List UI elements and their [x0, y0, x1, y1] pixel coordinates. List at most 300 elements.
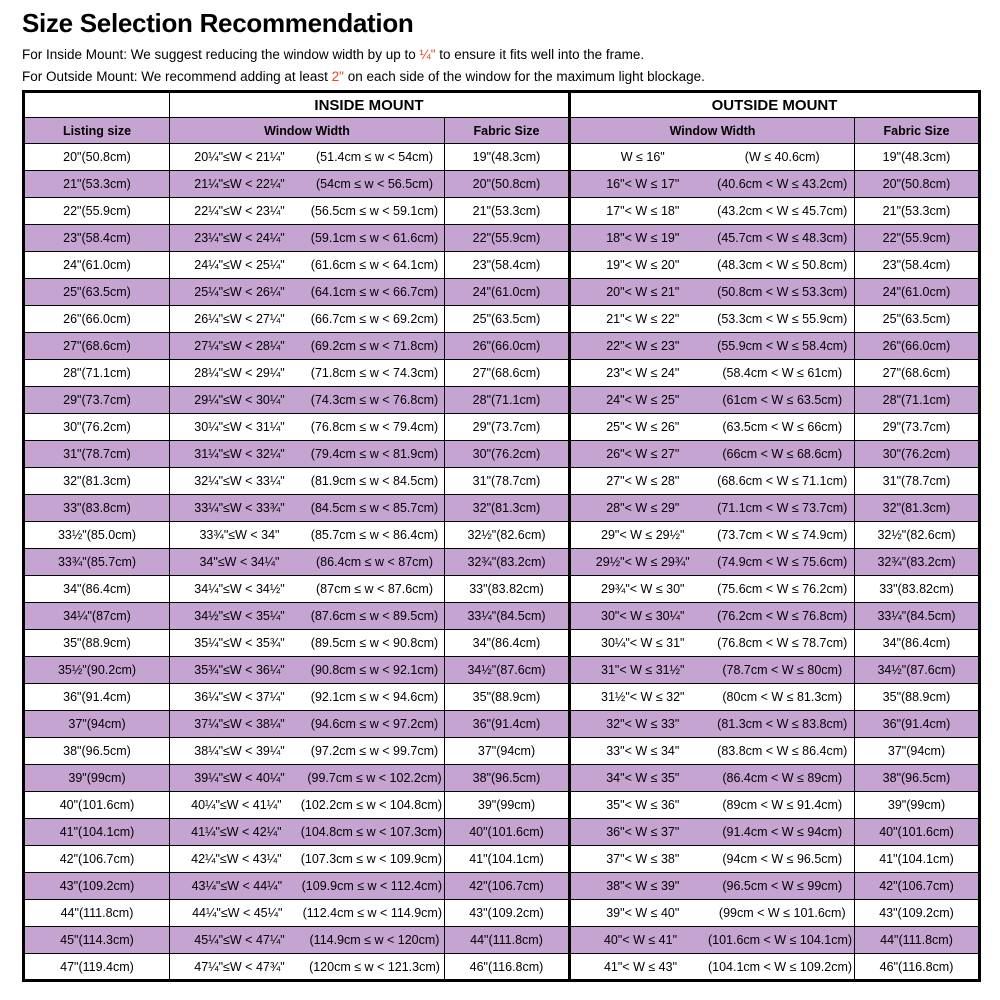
inside-fabric-size-cell: 30"(76.2cm): [445, 441, 570, 468]
size-selection-table: [22, 90, 981, 982]
inside-fabric-size-cell: 46"(116.8cm): [445, 954, 570, 981]
outside-window-width-cell: [570, 576, 855, 603]
outside-window-width-cell-wrap: [573, 906, 852, 920]
table-row: [24, 495, 980, 522]
corner-cell: [24, 92, 170, 118]
outside-window-width-cm: (40.6cm < W ≤ 43.2cm): [717, 177, 848, 191]
inside-window-width-cm: (54cm ≤ w < 56.5cm): [316, 177, 433, 191]
inside-fabric-size-cell: 32½"(82.6cm): [445, 522, 570, 549]
inside-window-width-cm: (90.8cm ≤ w < 92.1cm): [310, 663, 439, 677]
listing-size-cell: 26"(66.0cm): [24, 306, 170, 333]
inside-window-width-cell: [170, 360, 445, 387]
listing-size-cell: 37"(94cm): [24, 711, 170, 738]
outside-window-width-cell-wrap: [573, 339, 852, 353]
outside-window-width-cell-wrap: [573, 690, 852, 704]
listing-size-cell: 45"(114.3cm): [24, 927, 170, 954]
inside-window-width-cm: (87.6cm ≤ w < 89.5cm): [310, 609, 439, 623]
outside-window-width-cell-wrap: [573, 609, 852, 623]
outside-window-width-cell-wrap: [573, 447, 852, 461]
outside-window-width-inches: 21"< W ≤ 22": [606, 312, 680, 326]
outside-window-width-cell: [570, 495, 855, 522]
listing-size-cell: 28"(71.1cm): [24, 360, 170, 387]
outside-window-width-cm: (58.4cm < W ≤ 61cm): [722, 366, 843, 380]
inside-window-width-cell: [170, 171, 445, 198]
inside-window-width-cell-wrap: [172, 177, 442, 191]
inside-fabric-size-cell: 39"(99cm): [445, 792, 570, 819]
inside-window-width-cell-wrap: [172, 825, 442, 839]
outside-window-width-cm: (89cm < W ≤ 91.4cm): [722, 798, 843, 812]
inside-window-width-cell: [170, 900, 445, 927]
outside-window-width-cell-wrap: [573, 744, 852, 758]
outside-window-width-cell: [570, 603, 855, 630]
inside-window-width-inches: 39¼"≤W < 40¼": [194, 771, 285, 785]
outside-window-width-cm: (61cm < W ≤ 63.5cm): [722, 393, 843, 407]
listing-size-cell: 40"(101.6cm): [24, 792, 170, 819]
outside-window-width-cm: (45.7cm < W ≤ 48.3cm): [717, 231, 848, 245]
outside-window-width-cm: (55.9cm < W ≤ 58.4cm): [717, 339, 848, 353]
inside-window-width-cell: [170, 333, 445, 360]
outside-fabric-size-cell: 26"(66.0cm): [855, 333, 980, 360]
inside-window-width-inches: 32¼"≤W < 33¼": [194, 474, 285, 488]
outside-window-width-cell-wrap: [573, 825, 852, 839]
inside-window-width-cell: [170, 657, 445, 684]
inside-window-width-inches: 44¼"≤W < 45¼": [192, 906, 283, 920]
inside-window-width-cell-wrap: [172, 906, 442, 920]
inside-window-width-cm: (87cm ≤ w < 87.6cm): [316, 582, 433, 596]
inside-window-width-cm: (59.1cm ≤ w < 61.6cm): [310, 231, 439, 245]
listing-size-cell: 43"(109.2cm): [24, 873, 170, 900]
outside-fabric-size-cell: 35"(88.9cm): [855, 684, 980, 711]
outside-fabric-size-cell: 21"(53.3cm): [855, 198, 980, 225]
inside-fabric-size-cell: 20"(50.8cm): [445, 171, 570, 198]
outside-window-width-cm: (43.2cm < W ≤ 45.7cm): [717, 204, 848, 218]
outside-mount-group-header: OUTSIDE MOUNT: [570, 92, 980, 118]
outside-window-width-cell: [570, 225, 855, 252]
outside-window-width-cm: (101.6cm < W ≤ 104.1cm): [707, 933, 853, 947]
table-row: [24, 927, 980, 954]
table-row: [24, 171, 980, 198]
listing-size-cell: 20"(50.8cm): [24, 144, 170, 171]
outside-window-width-cell: [570, 360, 855, 387]
inside-window-width-cell-wrap: [172, 717, 442, 731]
inside-window-width-cell-wrap: [172, 960, 442, 974]
page-title: Size Selection Recommendation: [22, 8, 414, 38]
outside-window-width-cell: [570, 738, 855, 765]
inside-window-width-cm: (66.7cm ≤ w < 69.2cm): [310, 312, 439, 326]
inside-window-width-inches: 25¼"≤W < 26¼": [194, 285, 285, 299]
outside-window-width-cell-wrap: [573, 798, 852, 812]
outside-window-width-cell-wrap: [573, 177, 852, 191]
size-table-body: [24, 144, 980, 981]
listing-size-cell: 27"(68.6cm): [24, 333, 170, 360]
outside-window-width-cm: (76.8cm < W ≤ 78.7cm): [717, 636, 848, 650]
outside-fabric-size-column-header: Fabric Size: [855, 118, 980, 144]
outside-window-width-inches: 20"< W ≤ 21": [606, 285, 680, 299]
inside-window-width-inches: 41¼"≤W < 42¼": [191, 825, 282, 839]
inside-window-width-inches: 40¼"≤W < 41¼": [191, 798, 282, 812]
outside-window-width-cell: [570, 765, 855, 792]
inside-window-width-inches: 34¼"≤W < 34½": [194, 582, 285, 596]
inside-window-width-inches: 36¼"≤W < 37¼": [194, 690, 285, 704]
outside-window-width-inches: 36"< W ≤ 37": [606, 825, 680, 839]
listing-size-cell: 33½"(85.0cm): [24, 522, 170, 549]
outside-window-width-inches: 39"< W ≤ 40": [606, 906, 680, 920]
inside-window-width-cell-wrap: [172, 690, 442, 704]
outside-window-width-cm: (50.8cm < W ≤ 53.3cm): [717, 285, 848, 299]
outside-window-width-cell: [570, 144, 855, 171]
outside-window-width-cm: (66cm < W ≤ 68.6cm): [722, 447, 843, 461]
outside-window-width-cell: [570, 171, 855, 198]
outside-fabric-size-cell: 44"(111.8cm): [855, 927, 980, 954]
outside-window-width-cell: [570, 441, 855, 468]
outside-window-width-inches: 23"< W ≤ 24": [606, 366, 680, 380]
inside-window-width-cell-wrap: [172, 366, 442, 380]
outside-window-width-inches: 37"< W ≤ 38": [606, 852, 680, 866]
inside-window-width-column-header: Window Width: [170, 118, 445, 144]
outside-window-width-cm: (71.1cm < W ≤ 73.7cm): [717, 501, 848, 515]
inside-window-width-inches: 26¼"≤W < 27¼": [194, 312, 285, 326]
inside-fabric-size-cell: 40"(101.6cm): [445, 819, 570, 846]
outside-window-width-cm: (48.3cm < W ≤ 50.8cm): [717, 258, 848, 272]
inside-window-width-inches: 28¼"≤W < 29¼": [194, 366, 285, 380]
inside-window-width-cell: [170, 279, 445, 306]
outside-window-width-cell-wrap: [573, 501, 852, 515]
outside-fabric-size-cell: 24"(61.0cm): [855, 279, 980, 306]
inside-fabric-size-cell: 26"(66.0cm): [445, 333, 570, 360]
outside-window-width-inches: 18"< W ≤ 19": [606, 231, 680, 245]
listing-size-cell: 29"(73.7cm): [24, 387, 170, 414]
note-highlight: 2": [331, 69, 344, 84]
outside-window-width-inches: 33"< W ≤ 34": [606, 744, 680, 758]
outside-window-width-cm: (91.4cm < W ≤ 94cm): [722, 825, 843, 839]
inside-window-width-cell: [170, 684, 445, 711]
outside-mount-note: [22, 68, 978, 85]
outside-window-width-cm: (63.5cm < W ≤ 66cm): [722, 420, 843, 434]
outside-window-width-cm: (83.8cm < W ≤ 86.4cm): [717, 744, 848, 758]
listing-size-cell: 23"(58.4cm): [24, 225, 170, 252]
outside-window-width-inches: 30¼"< W ≤ 31": [601, 636, 685, 650]
inside-window-width-cell: [170, 144, 445, 171]
inside-window-width-cell-wrap: [172, 582, 442, 596]
inside-window-width-cell: [170, 441, 445, 468]
note-text: For Outside Mount: We recommend adding at least: [22, 69, 332, 84]
outside-window-width-cell-wrap: [573, 420, 852, 434]
outside-window-width-inches: 41"< W ≤ 43": [603, 959, 678, 974]
inside-window-width-cell-wrap: [172, 231, 442, 245]
outside-window-width-cell: [570, 252, 855, 279]
inside-window-width-cm: (99.7cm ≤ w < 102.2cm): [307, 771, 442, 785]
inside-window-width-cell: [170, 387, 445, 414]
inside-window-width-cell-wrap: [172, 798, 442, 812]
inside-window-width-inches: 30¼"≤W < 31¼": [194, 420, 285, 434]
inside-fabric-size-cell: 32¾"(83.2cm): [445, 549, 570, 576]
outside-window-width-cell-wrap: [573, 150, 852, 164]
outside-window-width-cell: [570, 900, 855, 927]
table-row: [24, 684, 980, 711]
outside-window-width-cell: [570, 279, 855, 306]
table-row: [24, 144, 980, 171]
outside-window-width-inches: W ≤ 16": [620, 150, 665, 164]
inside-window-width-inches: 27¼"≤W < 28¼": [194, 339, 285, 353]
outside-window-width-inches: 24"< W ≤ 25": [606, 393, 680, 407]
table-row: [24, 576, 980, 603]
outside-window-width-cm: (53.3cm < W ≤ 55.9cm): [717, 312, 848, 326]
inside-window-width-cm: (120cm ≤ w < 121.3cm): [309, 959, 440, 974]
note-text: to ensure it fits well into the frame.: [435, 47, 645, 62]
outside-fabric-size-cell: 22"(55.9cm): [855, 225, 980, 252]
inside-window-width-cell: [170, 792, 445, 819]
outside-window-width-cm: (73.7cm < W ≤ 74.9cm): [717, 528, 848, 542]
outside-window-width-inches: 29"< W ≤ 29½": [601, 528, 685, 542]
inside-window-width-cm: (51.4cm ≤ w < 54cm): [316, 150, 433, 164]
inside-window-width-inches: 43¼"≤W < 44¼": [191, 879, 283, 893]
inside-window-width-cell-wrap: [172, 420, 442, 434]
inside-mount-note: [22, 46, 978, 63]
inside-fabric-size-cell: 24"(61.0cm): [445, 279, 570, 306]
inside-fabric-size-cell: 29"(73.7cm): [445, 414, 570, 441]
inside-fabric-size-cell: 21"(53.3cm): [445, 198, 570, 225]
inside-window-width-cell-wrap: [172, 312, 442, 326]
outside-window-width-cell-wrap: [573, 393, 852, 407]
outside-window-width-cell-wrap: [573, 933, 852, 947]
outside-window-width-cell: [570, 657, 855, 684]
outside-window-width-cell: [570, 792, 855, 819]
listing-size-cell: 34¼"(87cm): [24, 603, 170, 630]
outside-window-width-cell: [570, 468, 855, 495]
inside-fabric-size-cell: 35"(88.9cm): [445, 684, 570, 711]
inside-fabric-size-cell: 44"(111.8cm): [445, 927, 570, 954]
inside-window-width-cell-wrap: [172, 555, 442, 569]
outside-window-width-inches: 30"< W ≤ 30¼": [601, 609, 685, 623]
outside-fabric-size-cell: 23"(58.4cm): [855, 252, 980, 279]
outside-window-width-cell: [570, 630, 855, 657]
inside-window-width-inches: 42¼"≤W < 43¼": [191, 852, 282, 866]
inside-window-width-cell: [170, 252, 445, 279]
inside-fabric-size-cell: 34½"(87.6cm): [445, 657, 570, 684]
outside-fabric-size-cell: 42"(106.7cm): [855, 873, 980, 900]
inside-window-width-cm: (61.6cm ≤ w < 64.1cm): [310, 258, 439, 272]
inside-window-width-inches: 34"≤W < 34¼": [199, 555, 280, 569]
inside-window-width-cm: (74.3cm ≤ w < 76.8cm): [310, 393, 439, 407]
inside-window-width-cm: (71.8cm ≤ w < 74.3cm): [310, 366, 439, 380]
outside-window-width-cell-wrap: [573, 231, 852, 245]
inside-window-width-inches: 34½"≤W < 35¼": [194, 609, 285, 623]
inside-fabric-size-column-header: Fabric Size: [445, 118, 570, 144]
outside-fabric-size-cell: 43"(109.2cm): [855, 900, 980, 927]
outside-window-width-cm: (74.9cm < W ≤ 75.6cm): [717, 555, 848, 569]
inside-window-width-cell-wrap: [172, 636, 442, 650]
inside-window-width-inches: 38¼"≤W < 39¼": [194, 744, 285, 758]
listing-size-cell: 35"(88.9cm): [24, 630, 170, 657]
outside-window-width-cell: [570, 927, 855, 954]
inside-window-width-cell-wrap: [172, 879, 442, 893]
note-text: For Inside Mount: We suggest reducing the window width by up to: [22, 47, 420, 62]
inside-fabric-size-cell: 19"(48.3cm): [445, 144, 570, 171]
table-row: [24, 603, 980, 630]
table-row: [24, 657, 980, 684]
listing-size-cell: 39"(99cm): [24, 765, 170, 792]
listing-size-cell: 47"(119.4cm): [24, 954, 170, 981]
table-row: [24, 792, 980, 819]
inside-mount-group-header: INSIDE MOUNT: [170, 92, 570, 118]
inside-window-width-inches: 29¼"≤W < 30¼": [194, 393, 285, 407]
outside-window-width-cell-wrap: [573, 582, 852, 596]
table-row: [24, 900, 980, 927]
inside-window-width-cell-wrap: [172, 663, 442, 677]
listing-size-cell: 38"(96.5cm): [24, 738, 170, 765]
inside-window-width-cm: (97.2cm ≤ w < 99.7cm): [310, 744, 439, 758]
outside-fabric-size-cell: 31"(78.7cm): [855, 468, 980, 495]
inside-window-width-cell: [170, 495, 445, 522]
inside-window-width-cm: (56.5cm ≤ w < 59.1cm): [310, 204, 439, 218]
outside-fabric-size-cell: 32½"(82.6cm): [855, 522, 980, 549]
table-row: [24, 549, 980, 576]
inside-window-width-cm: (94.6cm ≤ w < 97.2cm): [310, 717, 439, 731]
table-row: [24, 225, 980, 252]
table-row: [24, 468, 980, 495]
outside-window-width-cell-wrap: [573, 960, 852, 974]
outside-window-width-cell-wrap: [573, 555, 852, 569]
outside-fabric-size-cell: 36"(91.4cm): [855, 711, 980, 738]
outside-window-width-cell: [570, 873, 855, 900]
outside-window-width-cell: [570, 711, 855, 738]
inside-window-width-cell-wrap: [172, 474, 442, 488]
table-row: [24, 846, 980, 873]
inside-window-width-cell: [170, 711, 445, 738]
outside-window-width-inches: 27"< W ≤ 28": [606, 474, 680, 488]
outside-window-width-cm: (78.7cm < W ≤ 80cm): [722, 663, 843, 677]
outside-window-width-cell-wrap: [573, 312, 852, 326]
inside-window-width-cell-wrap: [172, 150, 442, 164]
outside-fabric-size-cell: 27"(68.6cm): [855, 360, 980, 387]
inside-window-width-cell: [170, 468, 445, 495]
listing-size-cell: 25"(63.5cm): [24, 279, 170, 306]
inside-window-width-inches: 23¼"≤W < 24¼": [194, 231, 285, 245]
table-row: [24, 252, 980, 279]
outside-fabric-size-cell: 32"(81.3cm): [855, 495, 980, 522]
outside-window-width-cm: (81.3cm < W ≤ 83.8cm): [717, 717, 848, 731]
inside-window-width-inches: 20¼"≤W < 21¼": [194, 150, 285, 164]
table-row: [24, 198, 980, 225]
listing-size-cell: 36"(91.4cm): [24, 684, 170, 711]
outside-fabric-size-cell: 33"(83.82cm): [855, 576, 980, 603]
outside-window-width-cell-wrap: [573, 285, 852, 299]
outside-window-width-cell-wrap: [573, 771, 852, 785]
inside-fabric-size-cell: 34"(86.4cm): [445, 630, 570, 657]
table-row: [24, 360, 980, 387]
outside-window-width-cell: [570, 819, 855, 846]
outside-fabric-size-cell: 39"(99cm): [855, 792, 980, 819]
listing-size-cell: 30"(76.2cm): [24, 414, 170, 441]
inside-fabric-size-cell: 38"(96.5cm): [445, 765, 570, 792]
outside-window-width-cell-wrap: [573, 717, 852, 731]
outside-window-width-cell-wrap: [573, 852, 852, 866]
outside-window-width-cm: (80cm < W ≤ 81.3cm): [722, 690, 843, 704]
outside-fabric-size-cell: 19"(48.3cm): [855, 144, 980, 171]
table-row: [24, 630, 980, 657]
listing-size-cell: 31"(78.7cm): [24, 441, 170, 468]
listing-size-cell: 24"(61.0cm): [24, 252, 170, 279]
inside-window-width-cell-wrap: [172, 258, 442, 272]
listing-size-cell: 41"(104.1cm): [24, 819, 170, 846]
inside-window-width-cm: (109.9cm ≤ w < 112.4cm): [301, 879, 442, 893]
column-header-row: [24, 118, 980, 144]
inside-window-width-cm: (92.1cm ≤ w < 94.6cm): [310, 690, 439, 704]
inside-window-width-cell-wrap: [172, 852, 442, 866]
outside-window-width-cell-wrap: [573, 474, 852, 488]
outside-window-width-cm: (99cm < W ≤ 101.6cm): [718, 906, 846, 920]
outside-window-width-cell: [570, 333, 855, 360]
inside-window-width-inches: 47¼"≤W < 47¾": [194, 959, 285, 974]
table-row: [24, 279, 980, 306]
outside-window-width-cell: [570, 549, 855, 576]
outside-window-width-inches: 31"< W ≤ 31½": [601, 663, 685, 677]
table-row: [24, 873, 980, 900]
inside-window-width-inches: 24¼"≤W < 25¼": [194, 258, 285, 272]
inside-window-width-cm: (84.5cm ≤ w < 85.7cm): [310, 501, 439, 515]
inside-window-width-cell: [170, 306, 445, 333]
outside-window-width-inches: 31½"< W ≤ 32": [601, 690, 685, 704]
inside-window-width-cell: [170, 522, 445, 549]
table-row: [24, 441, 980, 468]
outside-window-width-inches: 34"< W ≤ 35": [606, 771, 680, 785]
inside-window-width-cell: [170, 630, 445, 657]
inside-window-width-cm: (107.3cm ≤ w < 109.9cm): [300, 852, 442, 866]
outside-window-width-cell-wrap: [573, 366, 852, 380]
table-row: [24, 819, 980, 846]
outside-fabric-size-cell: 41"(104.1cm): [855, 846, 980, 873]
inside-window-width-cell: [170, 873, 445, 900]
inside-window-width-cell-wrap: [172, 528, 442, 542]
outside-fabric-size-cell: 29"(73.7cm): [855, 414, 980, 441]
inside-fabric-size-cell: 28"(71.1cm): [445, 387, 570, 414]
outside-fabric-size-cell: 40"(101.6cm): [855, 819, 980, 846]
inside-window-width-cm: (79.4cm ≤ w < 81.9cm): [310, 447, 439, 461]
listing-size-cell: 21"(53.3cm): [24, 171, 170, 198]
listing-size-cell: 34"(86.4cm): [24, 576, 170, 603]
group-header-row: [24, 92, 980, 118]
outside-fabric-size-cell: 32¾"(83.2cm): [855, 549, 980, 576]
listing-size-cell: 35½"(90.2cm): [24, 657, 170, 684]
inside-window-width-cell: [170, 414, 445, 441]
inside-window-width-cell: [170, 765, 445, 792]
inside-window-width-cell-wrap: [172, 933, 442, 947]
inside-window-width-cm: (64.1cm ≤ w < 66.7cm): [310, 285, 439, 299]
inside-fabric-size-cell: 43"(109.2cm): [445, 900, 570, 927]
outside-fabric-size-cell: 46"(116.8cm): [855, 954, 980, 981]
inside-fabric-size-cell: 27"(68.6cm): [445, 360, 570, 387]
inside-window-width-cell-wrap: [172, 393, 442, 407]
outside-fabric-size-cell: 34½"(87.6cm): [855, 657, 980, 684]
inside-window-width-cm: (102.2cm ≤ w < 104.8cm): [300, 798, 442, 812]
inside-fabric-size-cell: 31"(78.7cm): [445, 468, 570, 495]
outside-window-width-inches: 25"< W ≤ 26": [606, 420, 680, 434]
outside-window-width-cm: (W ≤ 40.6cm): [744, 150, 820, 164]
inside-window-width-inches: 31¼"≤W < 32¼": [194, 447, 285, 461]
outside-fabric-size-cell: 28"(71.1cm): [855, 387, 980, 414]
outside-window-width-cell-wrap: [573, 528, 852, 542]
inside-window-width-inches: 33¼"≤W < 33¾": [194, 501, 285, 515]
inside-window-width-cm: (69.2cm ≤ w < 71.8cm): [310, 339, 439, 353]
outside-window-width-column-header: Window Width: [570, 118, 855, 144]
table-row: [24, 306, 980, 333]
table-row: [24, 765, 980, 792]
inside-window-width-cell: [170, 819, 445, 846]
table-row: [24, 738, 980, 765]
inside-window-width-cell: [170, 225, 445, 252]
table-row: [24, 954, 980, 981]
listing-size-column-header: Listing size: [24, 118, 170, 144]
